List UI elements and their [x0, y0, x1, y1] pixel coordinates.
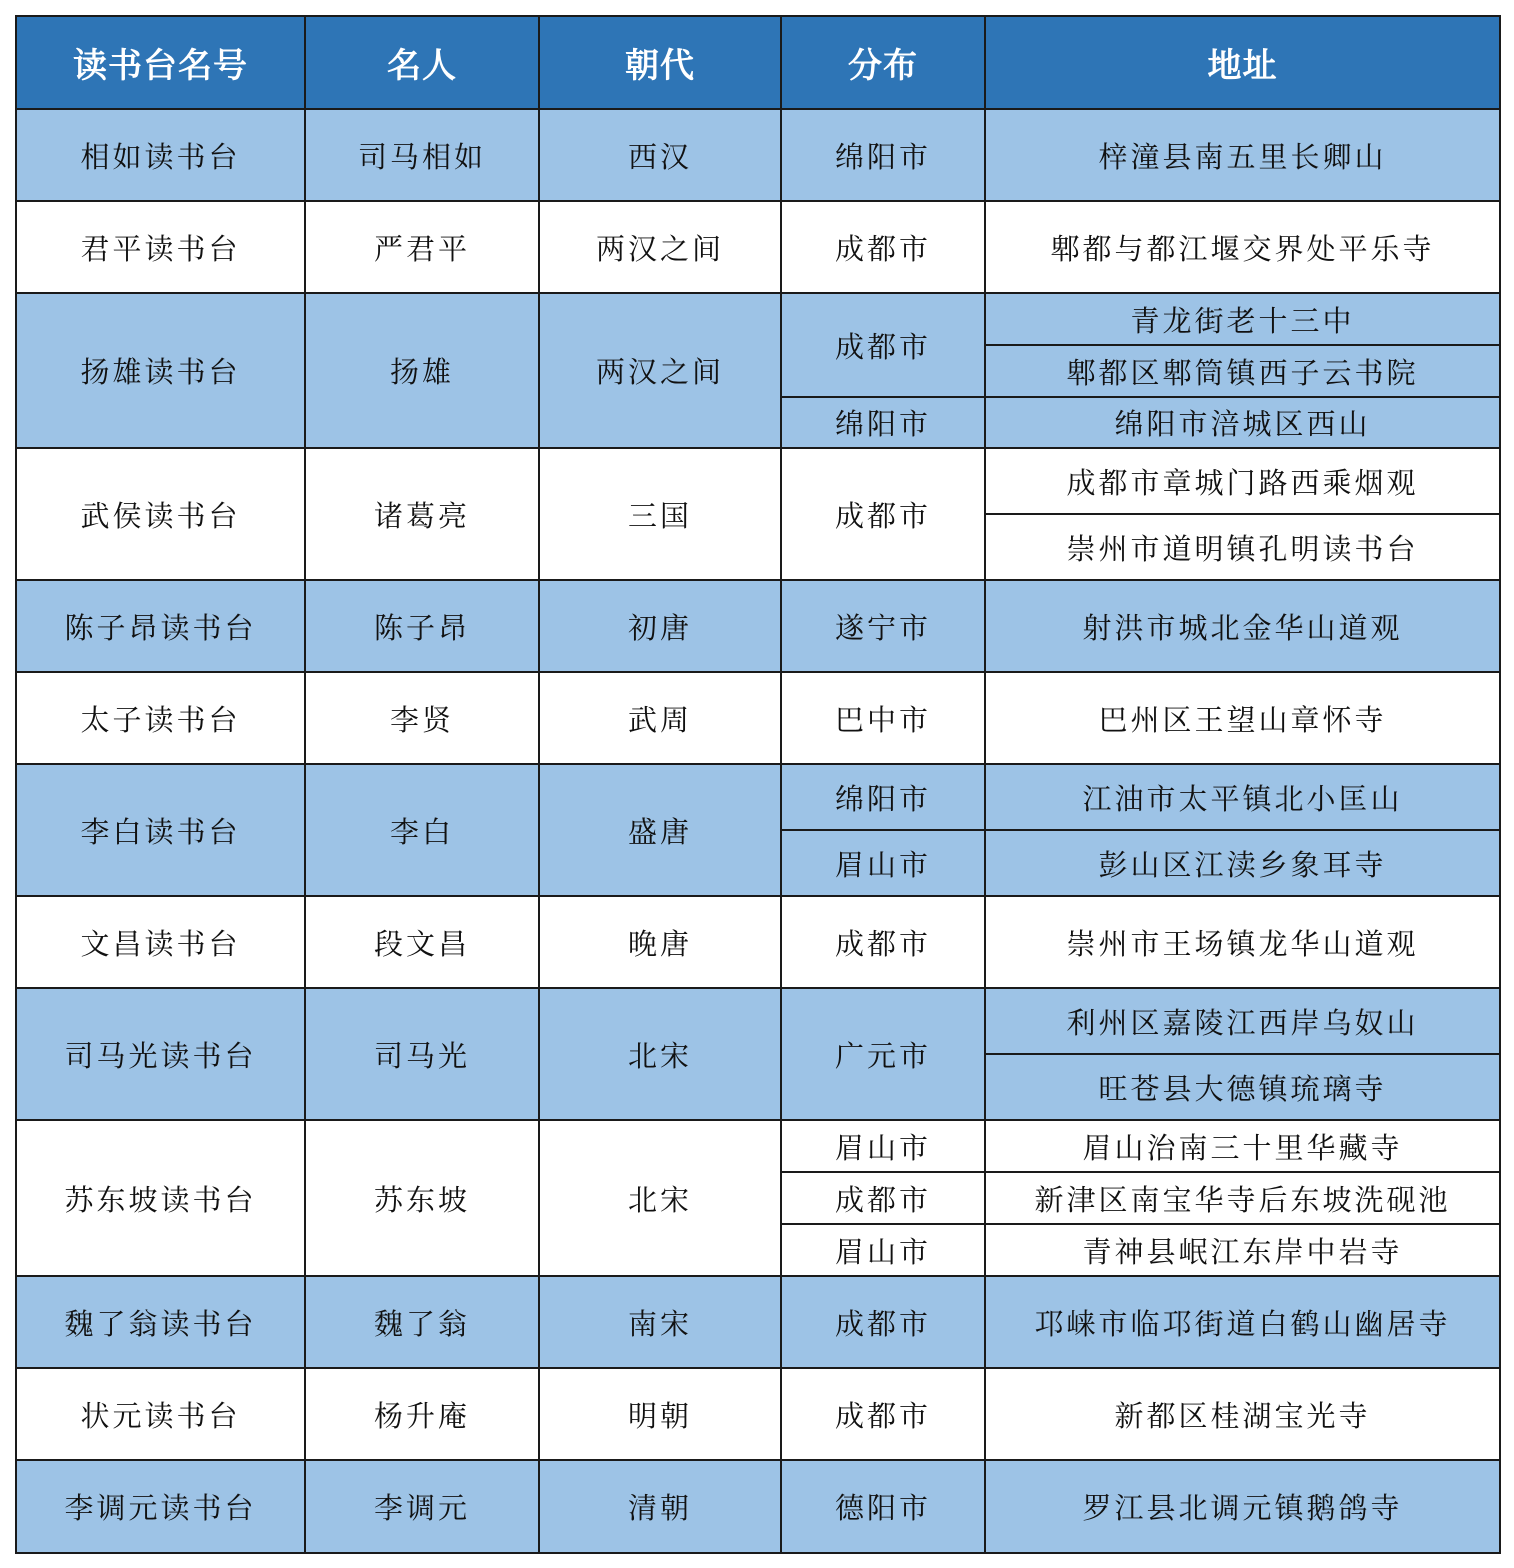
- cell-person: 苏东坡: [305, 1120, 539, 1276]
- cell-city: 眉山市: [781, 830, 985, 896]
- cell-city: 成都市: [781, 896, 985, 988]
- table-row: [16, 293, 1500, 345]
- header-row: [16, 16, 1500, 109]
- cell-address: 眉山治南三十里华藏寺: [985, 1120, 1500, 1172]
- cell-city: 成都市: [781, 293, 985, 397]
- cell-dynasty: 南宋: [539, 1276, 781, 1368]
- cell-city: 成都市: [781, 1368, 985, 1460]
- cell-person: 严君平: [305, 201, 539, 293]
- cell-city: 绵阳市: [781, 397, 985, 448]
- reading-terrace-table: [15, 15, 1501, 1554]
- table-row: [16, 672, 1500, 764]
- cell-name: 司马光读书台: [16, 988, 305, 1120]
- cell-city: 成都市: [781, 201, 985, 293]
- cell-name: 太子读书台: [16, 672, 305, 764]
- cell-name: 武侯读书台: [16, 448, 305, 580]
- table-row: [16, 896, 1500, 988]
- table-row: [16, 1276, 1500, 1368]
- cell-address: 成都市章城门路西乘烟观: [985, 448, 1500, 514]
- cell-dynasty: 两汉之间: [539, 201, 781, 293]
- header-name: 读书台名号: [16, 16, 305, 109]
- table-row: [16, 201, 1500, 293]
- cell-address: 梓潼县南五里长卿山: [985, 109, 1500, 201]
- table-body: [16, 109, 1500, 1553]
- cell-person: 李贤: [305, 672, 539, 764]
- cell-dynasty: 三国: [539, 448, 781, 580]
- cell-name: 扬雄读书台: [16, 293, 305, 448]
- table-row: [16, 580, 1500, 672]
- header-address: 地址: [985, 16, 1500, 109]
- cell-city: 广元市: [781, 988, 985, 1120]
- cell-dynasty: 晚唐: [539, 896, 781, 988]
- cell-address: 新都区桂湖宝光寺: [985, 1368, 1500, 1460]
- cell-address: 邛崃市临邛街道白鹤山幽居寺: [985, 1276, 1500, 1368]
- cell-city: 巴中市: [781, 672, 985, 764]
- cell-address: 射洪市城北金华山道观: [985, 580, 1500, 672]
- cell-address: 旺苍县大德镇琉璃寺: [985, 1054, 1500, 1120]
- cell-person: 司马相如: [305, 109, 539, 201]
- cell-city: 眉山市: [781, 1224, 985, 1276]
- header-dynasty: 朝代: [539, 16, 781, 109]
- cell-address: 罗江县北调元镇鹅鸽寺: [985, 1460, 1500, 1553]
- cell-dynasty: 北宋: [539, 1120, 781, 1276]
- cell-name: 相如读书台: [16, 109, 305, 201]
- cell-address: 青神县岷江东岸中岩寺: [985, 1224, 1500, 1276]
- cell-person: 诸葛亮: [305, 448, 539, 580]
- table-row: [16, 988, 1500, 1054]
- cell-city: 成都市: [781, 1276, 985, 1368]
- cell-person: 司马光: [305, 988, 539, 1120]
- cell-address: 新津区南宝华寺后东坡洗砚池: [985, 1172, 1500, 1224]
- cell-name: 君平读书台: [16, 201, 305, 293]
- cell-address: 利州区嘉陵江西岸乌奴山: [985, 988, 1500, 1054]
- cell-person: 李白: [305, 764, 539, 896]
- cell-dynasty: 盛唐: [539, 764, 781, 896]
- cell-address: 江油市太平镇北小匡山: [985, 764, 1500, 830]
- cell-address: 彭山区江渎乡象耳寺: [985, 830, 1500, 896]
- header-person: 名人: [305, 16, 539, 109]
- table-row: [16, 1120, 1500, 1172]
- cell-name: 魏了翁读书台: [16, 1276, 305, 1368]
- cell-person: 杨升庵: [305, 1368, 539, 1460]
- cell-address: 郫都区郫筒镇西子云书院: [985, 345, 1500, 397]
- cell-name: 苏东坡读书台: [16, 1120, 305, 1276]
- cell-name: 陈子昂读书台: [16, 580, 305, 672]
- cell-name: 文昌读书台: [16, 896, 305, 988]
- cell-dynasty: 西汉: [539, 109, 781, 201]
- cell-person: 段文昌: [305, 896, 539, 988]
- table-row: [16, 764, 1500, 830]
- cell-city: 遂宁市: [781, 580, 985, 672]
- cell-city: 成都市: [781, 1172, 985, 1224]
- cell-city: 绵阳市: [781, 109, 985, 201]
- cell-name: 状元读书台: [16, 1368, 305, 1460]
- cell-dynasty: 明朝: [539, 1368, 781, 1460]
- table-row: [16, 109, 1500, 201]
- cell-city: 眉山市: [781, 1120, 985, 1172]
- cell-address: 郫都与都江堰交界处平乐寺: [985, 201, 1500, 293]
- cell-address: 崇州市王场镇龙华山道观: [985, 896, 1500, 988]
- cell-name: 李白读书台: [16, 764, 305, 896]
- cell-address: 崇州市道明镇孔明读书台: [985, 514, 1500, 580]
- cell-dynasty: 两汉之间: [539, 293, 781, 448]
- cell-address: 绵阳市涪城区西山: [985, 397, 1500, 448]
- cell-person: 陈子昂: [305, 580, 539, 672]
- table-row: [16, 1368, 1500, 1460]
- cell-address: 青龙街老十三中: [985, 293, 1500, 345]
- cell-city: 绵阳市: [781, 764, 985, 830]
- cell-person: 李调元: [305, 1460, 539, 1553]
- cell-address: 巴州区王望山章怀寺: [985, 672, 1500, 764]
- cell-dynasty: 初唐: [539, 580, 781, 672]
- table-row: [16, 448, 1500, 514]
- cell-city: 成都市: [781, 448, 985, 580]
- cell-dynasty: 清朝: [539, 1460, 781, 1553]
- cell-name: 李调元读书台: [16, 1460, 305, 1553]
- cell-dynasty: 北宋: [539, 988, 781, 1120]
- cell-city: 德阳市: [781, 1460, 985, 1553]
- cell-person: 扬雄: [305, 293, 539, 448]
- cell-dynasty: 武周: [539, 672, 781, 764]
- header-city: 分布: [781, 16, 985, 109]
- table-row: [16, 1460, 1500, 1553]
- cell-person: 魏了翁: [305, 1276, 539, 1368]
